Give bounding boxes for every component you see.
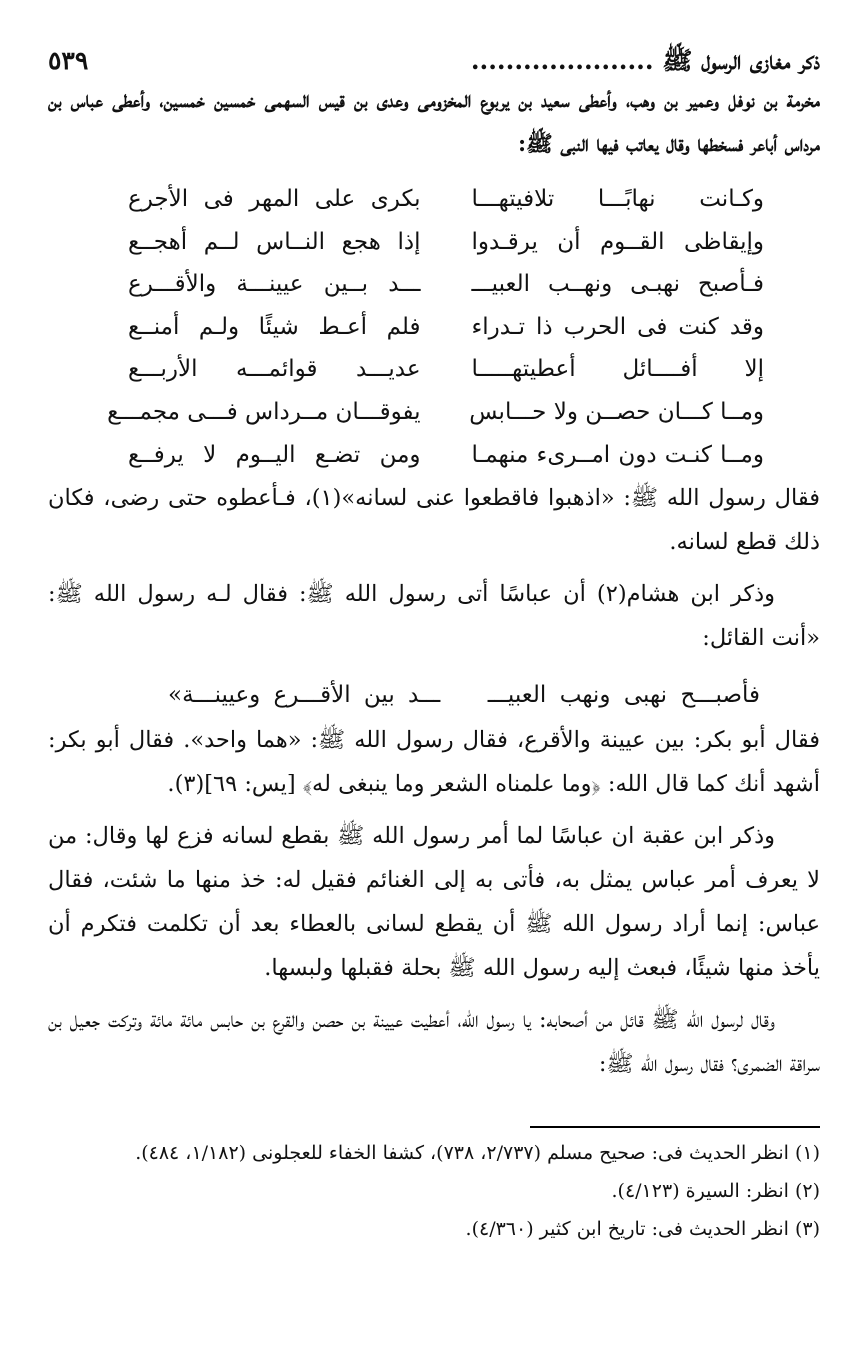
verse-first-hemistich: ومــا كنـت دون امــرىء منهمـا bbox=[471, 441, 764, 468]
verse-second-hemistich: فلم أعـط شيئًا ولـم أمنــع bbox=[128, 313, 421, 340]
poem-verse-3 bbox=[128, 263, 764, 306]
paragraph-2: فقال رسول الله ﷺ: «اذهبوا فاقطعوا عنى لسانه»(١)، فـأعطوه حتى رضى، فكان ذلك قطع لسانه. bbox=[48, 485, 820, 556]
poem-verse-1 bbox=[128, 178, 764, 221]
verse-first-hemistich: إلا أفــــائل أعطيتهـــــا bbox=[471, 356, 764, 383]
quoted-verse bbox=[168, 674, 760, 716]
footnote-1: (١) انظر الحديث فى: صحيح مسلم (٢/٧٣٧، ٧٣٨)، كشفا الخفاء للعجلونى (١/١٨٢، ٤٨٤). bbox=[135, 1142, 820, 1165]
poem-verse-2 bbox=[128, 221, 764, 264]
paragraph-4: فقال أبو بكر: بين عيينة والأقرع، فقال رسول الله ﷺ: «هما واحد». فقال أبو بكر: أشهد أنك كما قال الله: ﴿وما علمناه الشعر وما ينبغى له﴾ [يس: ٦٩](٣). bbox=[48, 727, 820, 798]
paragraph-1: مخرمة بن نوفل وعمير بن وهب، وأعطى سعيد بن يربوع المخزومى وعدى بن قيس السهمى خمسين خمسين، وأعطى عباس بن مرداس أباعر فسخطها وقال يعاتب فيها النبى ﷺ: bbox=[48, 87, 820, 157]
verse-first-hemistich: وقد كنت فى الحرب ذا تـدراء bbox=[471, 313, 764, 340]
footnote-divider bbox=[530, 1126, 820, 1128]
page-number: ٥٣٩ bbox=[48, 46, 89, 75]
footnote-2: (٢) انظر: السيرة (٤/١٢٣). bbox=[611, 1180, 820, 1203]
running-header bbox=[48, 44, 820, 78]
verse-first-hemistich: فأصبـــح نهبى ونهب العبيـــ bbox=[487, 682, 760, 709]
verse-second-hemistich: ومن تضـع اليــوم لا يرفــع bbox=[128, 441, 421, 468]
verse-first-hemistich: ومــا كـــان حصــن ولا حـــابس bbox=[469, 398, 764, 425]
verse-second-hemistich: إذا هجع النــاس لــم أهجــع bbox=[128, 228, 421, 255]
footnote-3: (٣) انظر الحديث فى: تاريخ ابن كثير (٤/٣٦٠). bbox=[465, 1218, 820, 1241]
verse-second-hemistich: يفوقـــان مــرداس فـــى مجمـــع bbox=[107, 398, 421, 425]
verse-first-hemistich: فـأصبح نهبـى ونهــب العبيـــ bbox=[471, 271, 764, 298]
paragraph-3: وذكر ابن هشام(٢) أن عباسًا أتى رسول الله ﷺ: فقال لـه رسول الله ﷺ: «أنت القائل: bbox=[48, 581, 820, 652]
verse-second-hemistich: ـــد بين الأقـــرع وعيينـــة» bbox=[168, 682, 441, 709]
poem-verse-6 bbox=[107, 391, 764, 434]
poem bbox=[107, 178, 764, 476]
verse-second-hemistich: عديـــد قوائمـــه الأربـــع bbox=[128, 356, 421, 383]
book-page bbox=[48, 44, 820, 1248]
poem-verse-4 bbox=[128, 306, 764, 349]
paragraph-6: وقال لرسول الله ﷺ قائل من أصحابه: يا رسول الله، أعطيت عيينة بن حصن والقرع بن حابس مائة مائة وتركت جعيل بن سراقة الضمرى؟ فقال رسول الله ﷺ: bbox=[48, 1007, 820, 1078]
paragraph-5: وذكر ابن عقبة ان عباسًا لما أمر رسول الله ﷺ بقطع لسانه فزع لها وقال: من لا يعرف أمر عباس يمثل به، فأتى به إلى الغنائم فقيل له: خذ منها ما شئت، فقال عباس: إنما أراد رسول الله ﷺ أن يقطع لسانى بالعطاء بعد أن تكلمت فتكرم أن يأخذ منها شيئًا، فبعث إليه رسول الله ﷺ بحلة فقبلها ولبسها. bbox=[48, 823, 820, 982]
verse-first-hemistich: وكـانت نهابًـــا تلافيتهـــا bbox=[471, 186, 764, 212]
verse-first-hemistich: وإيقاظى القــوم أن يرقـدوا bbox=[471, 228, 764, 255]
poem-verse-5 bbox=[128, 348, 764, 391]
verse-second-hemistich: بكرى على المهر فى الأجرع bbox=[128, 186, 421, 212]
poem-verse-7 bbox=[128, 434, 764, 477]
verse-second-hemistich: ـــد بــين عيينـــة والأقـــرع bbox=[128, 271, 421, 298]
header-title: ذكر مغازى الرسول ﷺ ..................... bbox=[470, 46, 820, 75]
